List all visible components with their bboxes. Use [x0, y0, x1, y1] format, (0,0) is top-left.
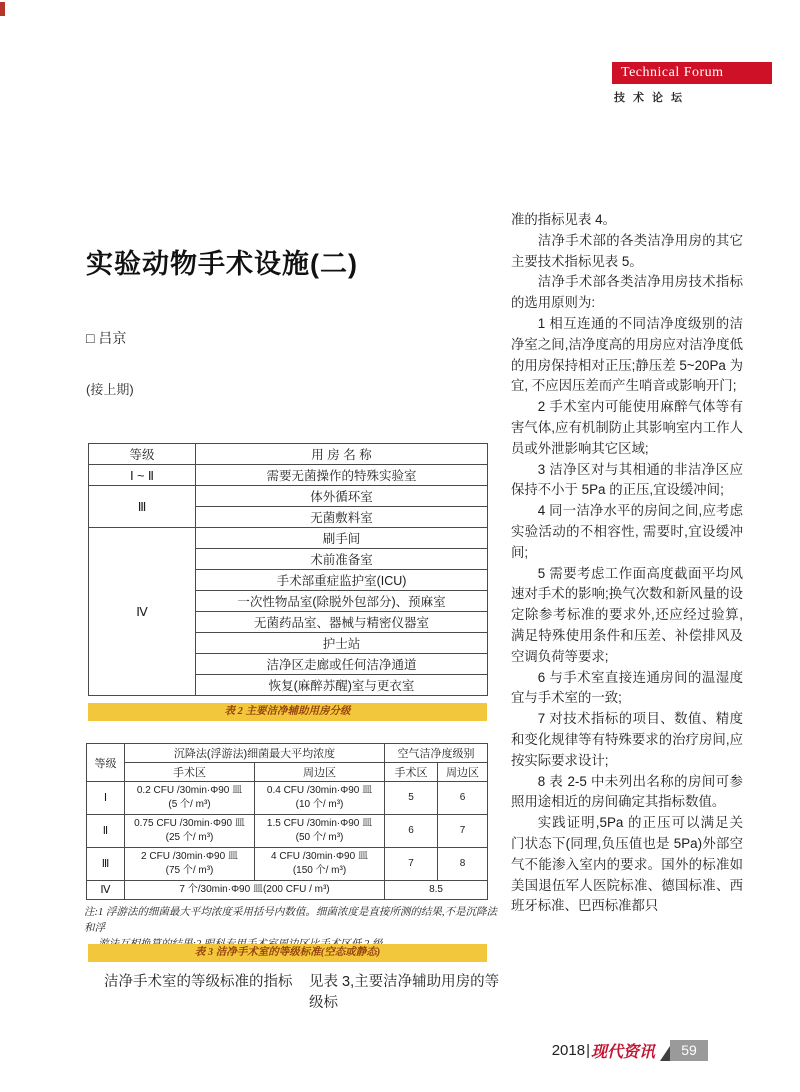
- table3-header-cleanliness: 空气洁净度级别: [385, 744, 488, 763]
- table2-room-cell: 恢复(麻醉苏醒)室与更衣室: [196, 675, 488, 696]
- table3-grade-cell: Ⅱ: [87, 815, 125, 848]
- page-footer: [552, 1039, 708, 1061]
- table3-header-row-1: [87, 744, 488, 763]
- table3-clean-peri-cell: 7: [438, 815, 488, 848]
- table2-room-cell: 洁净区走廊或任何洁净通道: [196, 654, 488, 675]
- continuation-note: (接上期): [86, 382, 134, 397]
- table3-grade-cell: Ⅳ: [87, 881, 125, 900]
- right-text-column: [511, 210, 743, 917]
- page-number: 59: [670, 1040, 708, 1061]
- concentration-alt-value: (75 个/ m³): [165, 865, 214, 876]
- right-column-paragraph: 准的指标见表 4。: [511, 212, 616, 227]
- table3-peri-concentration-cell: [255, 782, 385, 815]
- table3-clean-op-cell: 6: [385, 815, 438, 848]
- table3-op-concentration-cell: [125, 782, 255, 815]
- right-column-paragraph: 1 相互连通的不同洁净度级别的洁净室之间,洁净度高的用房应对洁净度低的用房保持相对正压;静压差 5~20Pa 为宜, 不应因压差而产生哨音或影响开门;: [511, 315, 743, 394]
- table2-header-grade: 等级: [89, 444, 196, 465]
- table3-grade-cell: Ⅲ: [87, 848, 125, 881]
- concentration-value: 4 CFU /30min·Φ90 皿: [271, 851, 368, 862]
- table3-subheader-peri: 周边区: [438, 763, 488, 782]
- table3-peri-concentration-cell: [255, 815, 385, 848]
- table3-combined-concentration-cell: 7 个/30min·Φ90 皿(200 CFU / m³): [125, 881, 385, 900]
- table2-room-cell: 无菌药品室、器械与精密仪器室: [196, 612, 488, 633]
- corner-red-mark: [0, 2, 5, 16]
- table3-combined-clean-cell: 8.5: [385, 881, 488, 900]
- table3-op-concentration-cell: [125, 815, 255, 848]
- right-column-paragraph: 6 与手术室直接连通房间的温湿度宜与手术室的一致;: [511, 669, 743, 706]
- table2-room-cell: 体外循环室: [196, 486, 488, 507]
- note-line-1: 注:1 浮游法的细菌最大平均浓度采用括号内数值。细菌浓度是直接所测的结果,不是沉降法和浮: [84, 907, 497, 934]
- table3-subheader-op: 手术区: [125, 763, 255, 782]
- footer-year: 2018: [551, 1041, 586, 1059]
- table3-header-bacteria: 沉降法(浮游法)细菌最大平均浓度: [125, 744, 385, 763]
- table2-row: [89, 486, 488, 507]
- table2-header-room: 用 房 名 称: [196, 444, 488, 465]
- right-column-paragraph: 5 需要考虑工作面高度截面平均风速对手术的影响;换气次数和新风量的设定除参考标准的要求外,还应经过验算,满足特殊使用条件和压差、补偿排风及空调负荷等要求;: [511, 565, 743, 664]
- concentration-value: 1.5 CFU /30min·Φ90 皿: [266, 818, 373, 829]
- concentration-value: 2 CFU /30min·Φ90 皿: [141, 851, 238, 862]
- table2-room-cell: 无菌敷料室: [196, 507, 488, 528]
- table3-clean-peri-cell: 8: [438, 848, 488, 881]
- table3-clean-op-cell: 5: [385, 782, 438, 815]
- clean-auxiliary-rooms-table: [88, 443, 488, 696]
- table2-room-cell: 手术部重症监护室(ICU): [196, 570, 488, 591]
- concentration-alt-value: (50 个/ m³): [295, 832, 344, 843]
- table3-op-concentration-cell: [125, 848, 255, 881]
- table3-clean-op-cell: 7: [385, 848, 438, 881]
- banner-chinese-label: 技术论坛: [614, 92, 690, 104]
- right-column-paragraph: 7 对技术指标的项目、数值、精度和变化规律等有特殊要求的治疗房间,应按实际要求设计;: [511, 711, 743, 768]
- article-title: 实验动物手术设施(二): [86, 249, 358, 279]
- concentration-alt-value: (150 个/ m³): [292, 865, 347, 876]
- last-line-right-segment: 见表 3,主要洁净辅助用房的等级标: [309, 974, 500, 1011]
- right-column-paragraph: 2 手术室内可能使用麻醉气体等有害气体,应有机制防止其影响室内工作人员或外泄影响其它区域;: [511, 399, 743, 456]
- clean-operating-room-grade-table: [86, 743, 488, 900]
- table3-row: [87, 815, 488, 848]
- last-line-left-segment: 洁净手术室的等级标准的指标: [104, 974, 293, 990]
- right-column-paragraph: 洁净手术部各类洁净用房技术指标的选用原则为:: [511, 274, 743, 311]
- table2-room-cell: 需要无菌操作的特殊实验室: [196, 465, 488, 486]
- table3-caption: 表 3 洁净手术室的等级标准(空态或静态): [88, 944, 487, 962]
- table3-header-grade: 等级: [87, 744, 125, 782]
- table3-row-grade-4: [87, 881, 488, 900]
- table2-header-row: [89, 444, 488, 465]
- technical-forum-banner: Technical Forum: [612, 62, 772, 84]
- article-author: □ 吕京: [86, 330, 127, 346]
- magazine-name: 现代资讯: [590, 1043, 655, 1061]
- table2-caption: 表 2 主要洁净辅助用房分级: [88, 703, 487, 721]
- right-column-paragraph: 实践证明,5Pa 的正压可以满足关门状态下(同理,负压值也是 5Pa)外部空气不能渗入室内的要求。国外的标准如美国退伍军人医院标准、德国标准、西班牙标准、巴西标准都只: [511, 815, 743, 914]
- table2-room-cell: 一次性物品室(除脱外包部分)、预麻室: [196, 591, 488, 612]
- concentration-value: 0.75 CFU /30min·Φ90 皿: [134, 818, 245, 829]
- table3-subheader-peri: 周边区: [255, 763, 385, 782]
- concentration-alt-value: (25 个/ m³): [165, 832, 214, 843]
- table2-grade-cell: Ⅰ ~ Ⅱ: [89, 465, 196, 486]
- table2-room-cell: 刷手间: [196, 528, 488, 549]
- concentration-alt-value: (5 个/ m³): [168, 799, 211, 810]
- page-number-badge: [660, 1040, 708, 1061]
- footer-divider: |: [586, 1041, 590, 1059]
- table2-grade-cell: Ⅲ: [89, 486, 196, 528]
- table2-room-cell: 术前准备室: [196, 549, 488, 570]
- table3-row: [87, 848, 488, 881]
- table3-peri-concentration-cell: [255, 848, 385, 881]
- table2-room-cell: 护士站: [196, 633, 488, 654]
- right-column-paragraph: 洁净手术部的各类洁净用房的其它主要技术指标见表 5。: [511, 232, 743, 269]
- table3-row: [87, 782, 488, 815]
- table2-row: [89, 465, 488, 486]
- right-column-paragraph: 4 同一洁净水平的房间之间,应考虑实验活动的不相容性, 需要时,宜设缓冲间;: [511, 503, 743, 560]
- right-column-paragraph: 8 表 2-5 中未列出名称的房间可参照用途相近的房间确定其指标数值。: [511, 773, 743, 810]
- table3-grade-cell: Ⅰ: [87, 782, 125, 815]
- table2-grade-cell: Ⅳ: [89, 528, 196, 696]
- table2-row: [89, 528, 488, 549]
- table3-clean-peri-cell: 6: [438, 782, 488, 815]
- concentration-alt-value: (10 个/ m³): [295, 799, 344, 810]
- right-column-paragraph: 3 洁净区对与其相通的非洁净区应保持不小于 5Pa 的正压,宜设缓冲间;: [511, 461, 743, 498]
- concentration-value: 0.2 CFU /30min·Φ90 皿: [136, 785, 243, 796]
- table3-header-row-2: [87, 763, 488, 782]
- table3-subheader-op: 手术区: [385, 763, 438, 782]
- concentration-value: 0.4 CFU /30min·Φ90 皿: [266, 785, 373, 796]
